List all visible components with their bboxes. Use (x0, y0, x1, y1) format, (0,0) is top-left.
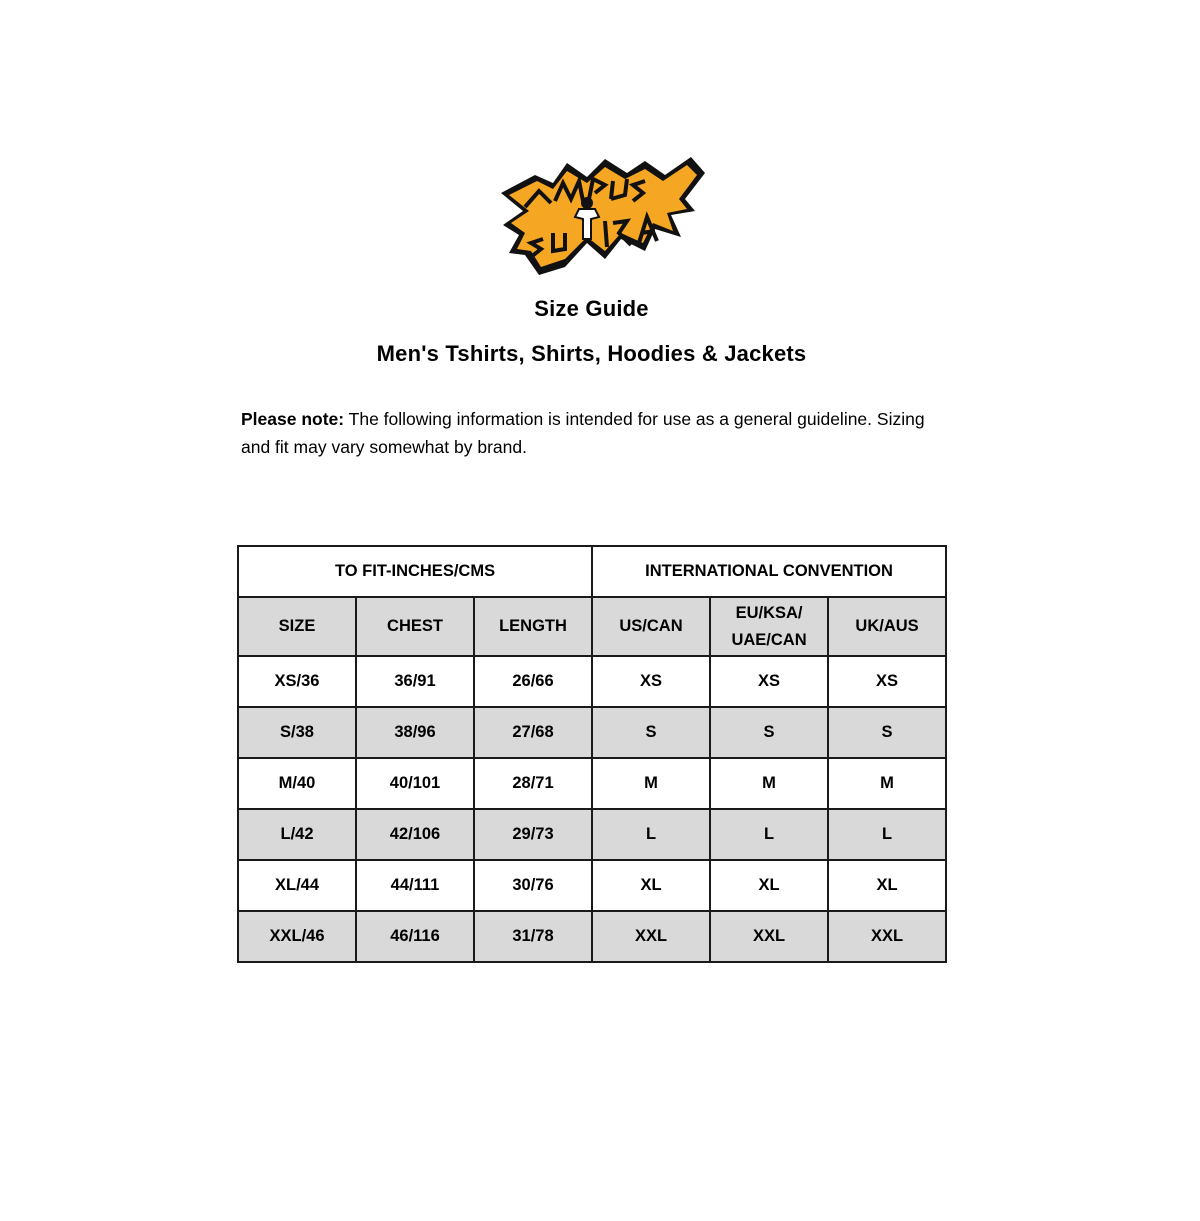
cell-eu: S (710, 707, 828, 758)
cell-size: M/40 (238, 758, 356, 809)
cell-eu: L (710, 809, 828, 860)
cell-eu: XXL (710, 911, 828, 962)
cell-us-can: XXL (592, 911, 710, 962)
cell-uk-aus: S (828, 707, 946, 758)
column-header-length: LENGTH (474, 597, 592, 656)
note-label: Please note: (241, 409, 345, 429)
cell-chest: 40/101 (356, 758, 474, 809)
group-header-international: INTERNATIONAL CONVENTION (592, 546, 946, 597)
cell-eu: M (710, 758, 828, 809)
cell-size: XXL/46 (238, 911, 356, 962)
column-header-row (238, 597, 946, 656)
group-header-row (238, 546, 946, 597)
cell-us-can: M (592, 758, 710, 809)
cell-chest: 42/106 (356, 809, 474, 860)
group-header-fit: TO FIT-INCHES/CMS (238, 546, 592, 597)
page-title: Size Guide (534, 296, 649, 321)
cell-chest: 38/96 (356, 707, 474, 758)
guideline-note (241, 405, 946, 461)
cell-uk-aus: L (828, 809, 946, 860)
cell-us-can: XS (592, 656, 710, 707)
cell-length: 27/68 (474, 707, 592, 758)
column-header-uk-aus: UK/AUS (828, 597, 946, 656)
cell-uk-aus: XL (828, 860, 946, 911)
cell-length: 26/66 (474, 656, 592, 707)
cell-size: S/38 (238, 707, 356, 758)
table-row (238, 809, 946, 860)
cell-length: 28/71 (474, 758, 592, 809)
cell-chest: 44/111 (356, 860, 474, 911)
cell-size: XS/36 (238, 656, 356, 707)
column-header-us-can: US/CAN (592, 597, 710, 656)
cell-length: 30/76 (474, 860, 592, 911)
table-row (238, 758, 946, 809)
note-text: The following information is intended for use as a general guideline. Sizing and fit may vary somewhat by brand. (241, 409, 925, 457)
cell-uk-aus: XXL (828, 911, 946, 962)
page-subtitle: Men's Tshirts, Shirts, Hoodies & Jackets (376, 341, 807, 366)
column-header-eu-ksa-uae-can: EU/KSA/ UAE/CAN (710, 597, 828, 656)
cell-size: XL/44 (238, 860, 356, 911)
column-header-chest: CHEST (356, 597, 474, 656)
cell-eu: XS (710, 656, 828, 707)
table-row (238, 656, 946, 707)
cell-us-can: S (592, 707, 710, 758)
cell-uk-aus: M (828, 758, 946, 809)
table-row (238, 707, 946, 758)
cell-eu: XL (710, 860, 828, 911)
table-row (238, 911, 946, 962)
cell-uk-aus: XS (828, 656, 946, 707)
cell-us-can: L (592, 809, 710, 860)
cell-size: L/42 (238, 809, 356, 860)
size-chart-table (237, 545, 947, 963)
cell-chest: 46/116 (356, 911, 474, 962)
column-header-size: SIZE (238, 597, 356, 656)
cell-us-can: XL (592, 860, 710, 911)
table-row (238, 860, 946, 911)
cell-length: 29/73 (474, 809, 592, 860)
campus-sutra-logo (495, 155, 707, 277)
cell-chest: 36/91 (356, 656, 474, 707)
cell-length: 31/78 (474, 911, 592, 962)
